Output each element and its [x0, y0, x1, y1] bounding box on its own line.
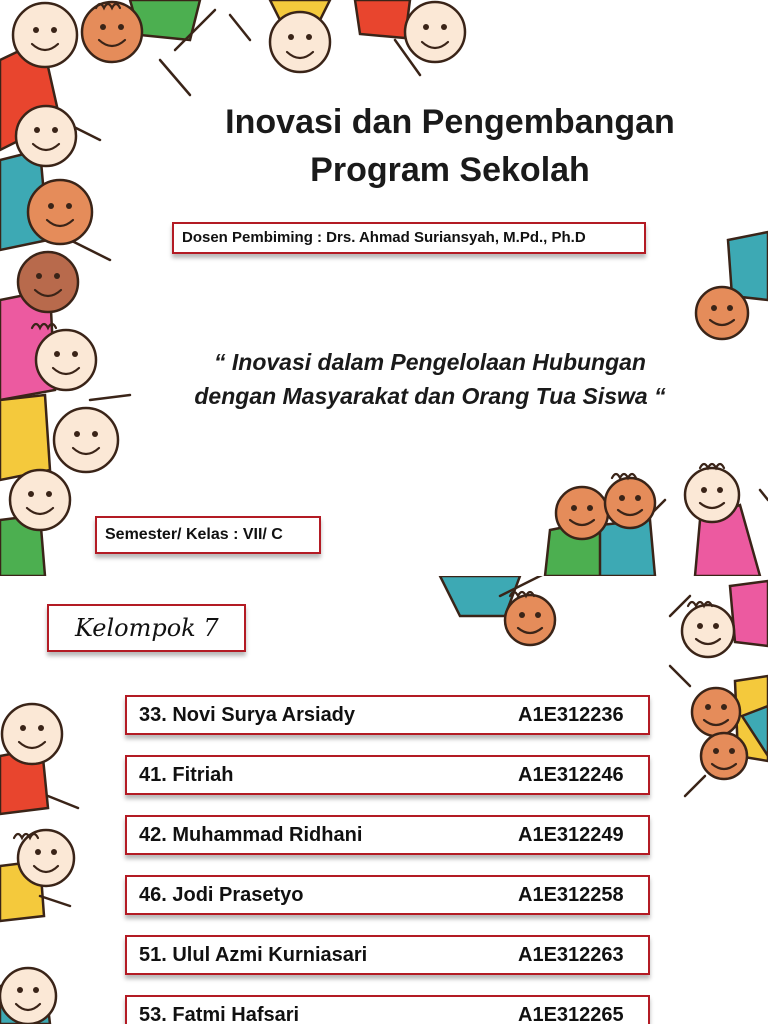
member-nim: A1E312258 [518, 884, 624, 906]
group-members-slide [0, 576, 768, 1024]
topic-quote [140, 345, 720, 413]
member-row [125, 935, 650, 975]
lecturer-label: Dosen Pembiming : Drs. Ahmad Suriansyah, M.Pd., Ph.D [172, 222, 646, 254]
member-nim: A1E312236 [518, 704, 624, 726]
member-name: 33. Novi Surya Arsiady [139, 704, 356, 726]
member-nim: A1E312249 [518, 824, 624, 846]
member-nim: A1E312265 [518, 1004, 624, 1024]
member-row [125, 815, 650, 855]
member-name: 42. Muhammad Ridhani [139, 824, 363, 846]
member-name: 51. Ulul Azmi Kurniasari [139, 944, 368, 966]
semester-class-label: Semester/ Kelas : VII/ C [95, 516, 321, 554]
member-nim: A1E312246 [518, 764, 624, 786]
slide-title-line-2: Program Sekolah [310, 151, 590, 189]
slide-title-line-1: Inovasi dan Pengembangan [225, 103, 675, 141]
slide-title [150, 98, 750, 194]
topic-quote-line-2: dengan Masyarakat dan Orang Tua Siswa “ [194, 383, 666, 409]
member-name: 53. Fatmi Hafsari [139, 1004, 300, 1024]
group-title: Kelompok 7 [47, 604, 246, 652]
member-row [125, 695, 650, 735]
member-row [125, 755, 650, 795]
member-row [125, 875, 650, 915]
member-nim: A1E312263 [518, 944, 624, 966]
topic-quote-line-1: “ Inovasi dalam Pengelolaan Hubungan [214, 349, 646, 375]
member-name: 41. Fitriah [139, 764, 234, 786]
member-row [125, 995, 650, 1024]
member-name: 46. Jodi Prasetyo [139, 884, 304, 906]
